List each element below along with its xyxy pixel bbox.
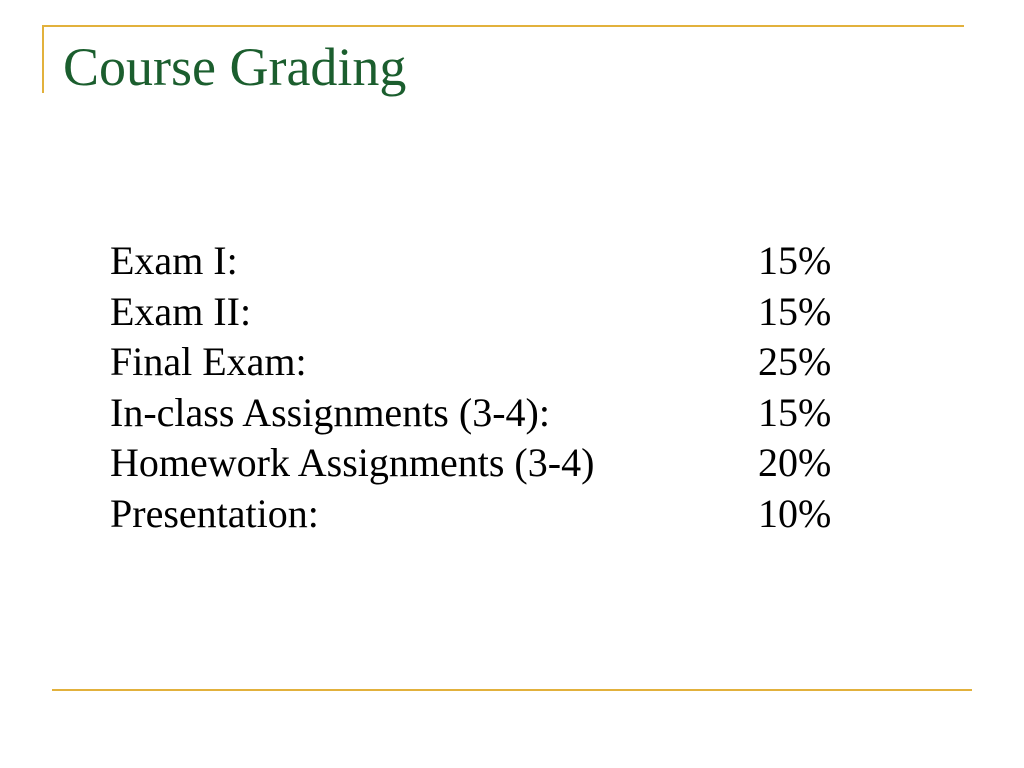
slide-title: Course Grading bbox=[63, 37, 407, 97]
grading-item-label: Final Exam: bbox=[110, 339, 307, 385]
grading-row bbox=[110, 287, 850, 338]
grading-row bbox=[110, 489, 850, 540]
grading-item-weight: 20% bbox=[758, 440, 832, 486]
grading-item-weight: 15% bbox=[758, 288, 832, 334]
grading-item-label: Exam I: bbox=[110, 238, 238, 283]
grading-item-weight: 15% bbox=[758, 238, 832, 283]
grading-row bbox=[110, 236, 850, 287]
grading-item-label: Presentation: bbox=[110, 490, 319, 536]
grading-item-label: In-class Assignments (3-4): bbox=[110, 389, 550, 435]
grading-list bbox=[110, 236, 850, 540]
grading-item-weight: 25% bbox=[758, 339, 832, 385]
grading-row bbox=[110, 438, 850, 489]
grading-item-weight: 15% bbox=[758, 389, 832, 435]
footer-rule bbox=[52, 689, 972, 691]
grading-item-weight: 10% bbox=[758, 490, 832, 536]
grading-row bbox=[110, 337, 850, 388]
header-side-rule bbox=[42, 25, 44, 93]
grading-item-label: Homework Assignments (3-4) bbox=[110, 440, 595, 486]
grading-item-label: Exam II: bbox=[110, 288, 252, 334]
header-rule bbox=[42, 25, 964, 27]
grading-row bbox=[110, 388, 850, 439]
